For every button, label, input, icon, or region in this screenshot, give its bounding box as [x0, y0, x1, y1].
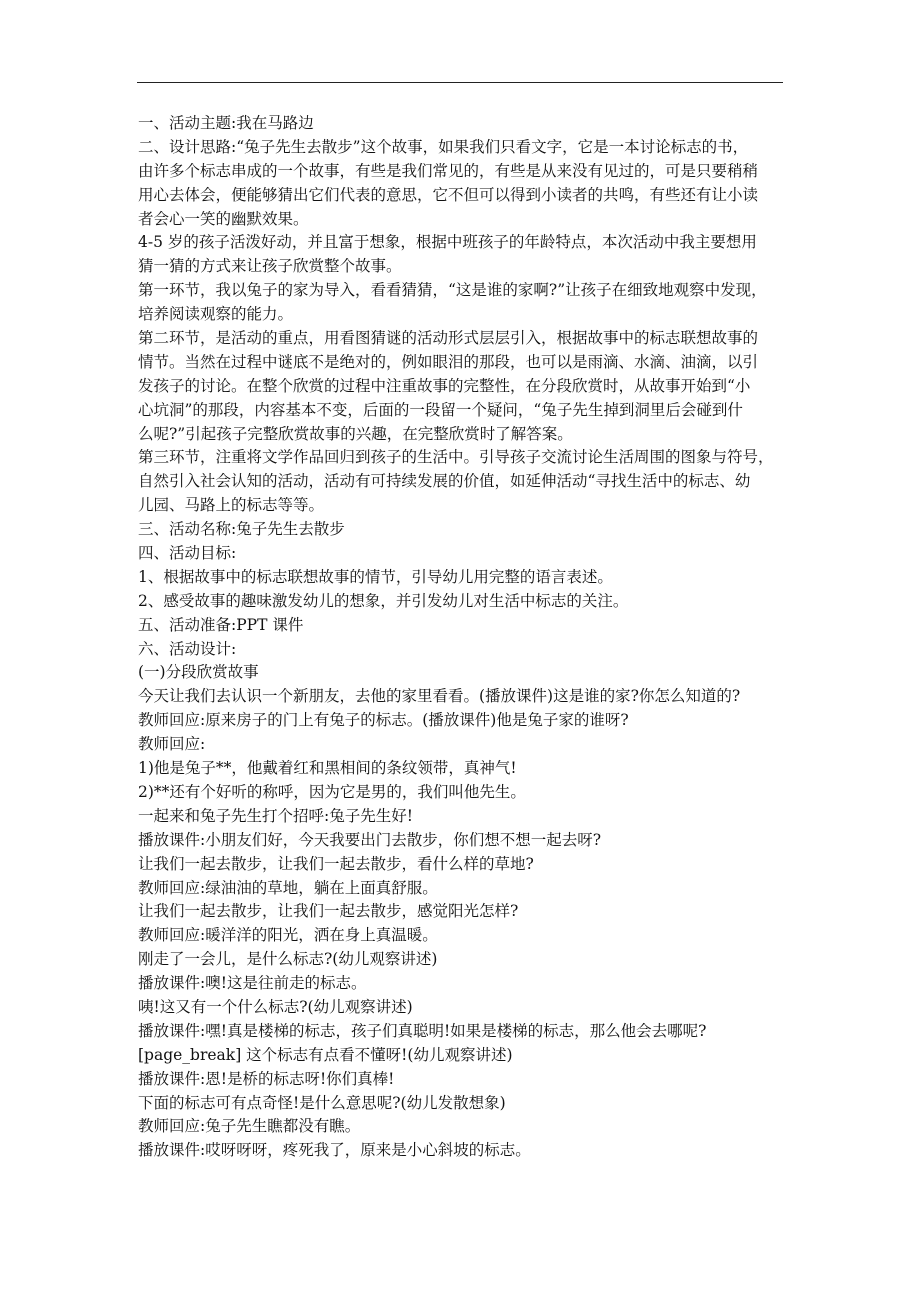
text-line: 1)他是兔子**，他戴着红和黑相间的条纹领带，真神气! — [138, 759, 517, 778]
text-line: 发孩子的讨论。在整个欣赏的过程中注重故事的完整性，在分段欣赏时，从故事开始到“小 — [138, 376, 751, 395]
text-line: (一)分段欣赏故事 — [138, 663, 259, 682]
text-line: 一、活动主题:我在马路边 — [138, 114, 314, 132]
text-line: 情节。当然在过程中谜底不是绝对的，例如眼泪的那段，也可以是雨滴、水滴、油滴，以引 — [138, 352, 759, 371]
text-line: 播放课件:噢!这是往前走的标志。 — [138, 974, 367, 993]
text-line: 由许多个标志串成的一个故事，有些是我们常见的，有些是从来没有见过的，可是只要稍稍 — [138, 161, 759, 180]
text-line: 培养阅读观察的能力。 — [138, 305, 294, 324]
text-line: 1、根据故事中的标志联想故事的情节，引导幼儿用完整的语言表述。 — [138, 567, 613, 586]
text-line: 五、活动准备:PPT 课件 — [138, 615, 304, 634]
text-line: 播放课件:嘿!真是楼梯的标志，孩子们真聪明!如果是楼梯的标志，那么他会去哪呢? — [138, 1021, 707, 1040]
text-line: 第二环节，是活动的重点，用看图猜谜的活动形式层层引入，根据故事中的标志联想故事的 — [138, 329, 759, 348]
text-line: 么呢?”引起孩子完整欣赏故事的兴趣，在完整欣赏时了解答案。 — [138, 424, 573, 443]
text-line: 教师回应:绿油油的草地，躺在上面真舒服。 — [138, 878, 438, 897]
text-line: 自然引入社会认知的活动，活动有可持续发展的价值，如延伸活动“寻找生活中的标志、幼 — [138, 472, 751, 491]
text-line: 今天让我们去认识一个新朋友，去他的家里看看。(播放课件)这是谁的家?你怎么知道的? — [138, 687, 741, 706]
text-line: 播放课件:哎呀呀呀，疼死我了，原来是小心斜坡的标志。 — [138, 1141, 531, 1160]
text-line: 三、活动名称:兔子先生去散步 — [138, 520, 345, 539]
text-line: 六、活动设计: — [138, 639, 237, 658]
text-line: 一起来和兔子先生打个招呼:兔子先生好! — [138, 806, 413, 825]
text-line: 播放课件:小朋友们好，今天我要出门去散步，你们想不想一起去呀? — [138, 830, 602, 849]
text-line: 教师回应: — [138, 735, 206, 754]
text-line: 儿园、马路上的标志等等。 — [138, 496, 325, 515]
text-line: 心坑洞”的那段，内容基本不变，后面的一段留一个疑问，“兔子先生掉到洞里后会碰到什 — [138, 400, 743, 419]
text-line: 让我们一起去散步，让我们一起去散步，感觉阳光怎样? — [138, 902, 519, 921]
text-line: 咦!这又有一个什么标志?(幼儿观察讲述) — [138, 997, 413, 1016]
text-line: 第三环节，注重将文学作品回归到孩子的生活中。引导孩子交流讨论生活周围的图象与符号， — [138, 448, 774, 467]
text-line: 4-5 岁的孩子活泼好动，并且富于想象，根据中班孩子的年龄特点，本次活动中我主要想用 — [138, 233, 757, 252]
text-line: 教师回应:原来房子的门上有兔子的标志。(播放课件)他是兔子家的谁呀? — [138, 711, 629, 730]
document-body — [138, 112, 786, 1163]
text-line: 刚走了一会儿，是什么标志?(幼儿观察讲述) — [138, 950, 438, 969]
text-line: 第一环节，我以兔子的家为导入，看看猜猜，“这是谁的家啊?”让孩子在细致地观察中发现， — [138, 281, 767, 300]
text-line: 2、感受故事的趣味激发幼儿的想象，并引发幼儿对生活中标志的关注。 — [138, 591, 629, 610]
text-line: 下面的标志可有点奇怪!是什么意思呢?(幼儿发散想象) — [138, 1093, 506, 1112]
text-line: [page_break] 这个标志有点看不懂呀!(幼儿观察讲述) — [138, 1045, 513, 1064]
text-line: 用心去体会，便能够猜出它们代表的意思，它不但可以得到小读者的共鸣，有些还有让小读 — [138, 185, 759, 204]
text-line: 播放课件:恩!是桥的标志呀!你们真棒! — [138, 1069, 395, 1088]
text-line: 者会心一笑的幽默效果。 — [138, 209, 309, 228]
text-line: 二、设计思路:“兔子先生去散步”这个故事，如果我们只看文字，它是一本讨论标志的书， — [138, 137, 749, 156]
header-rule — [137, 82, 783, 83]
text-line: 教师回应:兔子先生瞧都没有瞧。 — [138, 1117, 361, 1136]
text-line: 猜一猜的方式来让孩子欣赏整个故事。 — [138, 257, 402, 276]
text-line: 2)**还有个好听的称呼，因为它是男的，我们叫他先生。 — [138, 782, 526, 801]
text-line: 让我们一起去散步，让我们一起去散步，看什么样的草地? — [138, 854, 534, 873]
text-line: 教师回应:暖洋洋的阳光，洒在身上真温暖。 — [138, 926, 438, 945]
text-line: 四、活动目标: — [138, 544, 237, 563]
